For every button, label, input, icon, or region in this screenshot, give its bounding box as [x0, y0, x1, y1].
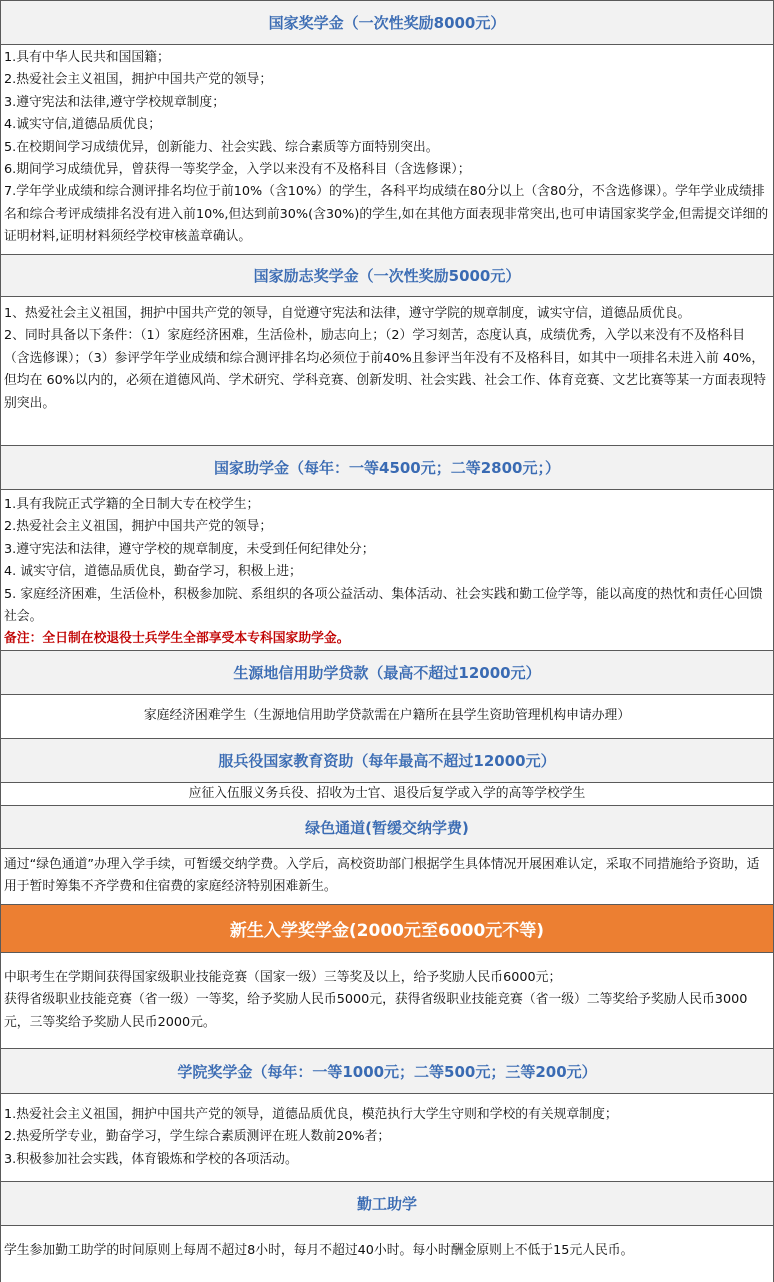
criteria-line: 学生参加勤工助学的时间原则上每周不超过8小时，每月不超过40小时。每小时酬金原则上不低于15元人民币。 — [4, 1243, 634, 1258]
criteria-line: 1.热爱社会主义祖国，拥护中国共产党的领导，道德品质优良，模范执行大学生守则和学校的有关规章制度； — [4, 1107, 618, 1122]
section-header-work-study — [1, 1181, 773, 1225]
section-header-student-loan — [1, 650, 773, 694]
section-header-inspirational-scholarship — [1, 254, 773, 296]
criteria-line: 7.学年学业成绩和综合测评排名均位于前10%（含10%）的学生，各科平均成绩在80分以上（含80分，不含选修课）。学年学业成绩排名和综合考评成绩排名没有进入前10%,但达到前30%(含30%)的学生,如在其他方面表现非常突出,也可申请国家奖学金,但需提交详细的证明材料,证明材料须经学校审核盖章确认。 — [4, 184, 769, 245]
criteria-line: 3.遵守宪法和法律，遵守学校的规章制度，未受到任何纪律处分； — [4, 541, 375, 557]
section-title: 国家奖学金（一次性奖励8000元） — [268, 14, 506, 32]
section-header-national-grant — [1, 445, 773, 489]
section-title: 学院奖学金（每年：一等1000元；二等500元；三等200元） — [177, 1062, 597, 1081]
section-title: 服兵役国家教育资助（每年最高不超过12000元） — [218, 752, 556, 770]
section-body-green-channel — [1, 848, 773, 904]
section-body-college-scholarship — [1, 1093, 773, 1181]
section-title: 新生入学奖学金(2000元至6000元不等) — [229, 921, 545, 941]
note-line: 备注：全日制在校退役士兵学生全部享受本专科国家助学金。 — [4, 631, 350, 647]
criteria-line: 5. 家庭经济困难，生活俭朴，积极参加院、系组织的各项公益活动、集体活动、社会实践和勤工俭学等，能以高度的热忱和责任心回馈社会。 — [4, 586, 763, 625]
section-title: 国家助学金（每年：一等4500元；二等2800元；） — [214, 459, 560, 477]
criteria-line: 1、热爱社会主义祖国，拥护中国共产党的领导，自觉遵守宪法和法律，遵守学院的规章制度，诚实守信，道德品质优良。 — [4, 306, 691, 321]
section-title: 生源地信用助学贷款（最高不超过12000元） — [233, 664, 541, 682]
criteria-line: 2、同时具备以下条件：（1）家庭经济困难，生活俭朴，励志向上；（2）学习刻苦，态度认真，成绩优秀，入学以来没有不及格科目（含选修课）；（3）参评学年学业成绩和综合测评排名均必须位于前40%且参评当年没有不及格科目，如其中一项排名未进入前 40%，但均在 60%以内的，必须在道德风尚、学术研究、学科竞赛、创新发明、社会实践、社会工作、体育竞赛、文艺比赛等某一方面表现特别突出。 — [4, 328, 766, 411]
criteria-line: 3.积极参加社会实践，体育锻炼和学校的各项活动。 — [4, 1151, 298, 1167]
section-header-military-aid — [1, 738, 773, 782]
criteria-line: 5.在校期间学习成绩优异，创新能力、社会实践、综合素质等方面特别突出。 — [4, 139, 439, 155]
section-body-work-study — [1, 1225, 773, 1282]
section-title: 国家励志奖学金（一次性奖励5000元） — [253, 267, 521, 285]
criteria-line: 获得省级职业技能竞赛（省一级）一等奖，给予奖励人民币5000元，获得省级职业技能竞赛（省一级）二等奖给予奖励人民币3000元，三等奖给予奖励人民币2000元。 — [4, 992, 748, 1030]
criteria-line: 中职考生在学期间获得国家级职业技能竞赛（国家一级）三等奖及以上，给予奖励人民币6000元； — [4, 970, 562, 985]
criteria-line: 应征入伍服义务兵役、招收为士官、退役后复学或入学的高等学校学生 — [188, 785, 586, 801]
section-header-national-scholarship — [1, 0, 773, 44]
criteria-line: 1.具有中华人民共和国国籍； — [4, 50, 170, 65]
section-header-green-channel — [1, 805, 773, 848]
criteria-line: 6.期间学习成绩优异，曾获得一等奖学金，入学以来没有不及格科目（含选修课）； — [4, 162, 471, 178]
section-title: 勤工助学 — [356, 1195, 417, 1213]
criteria-line: 通过“绿色通道”办理入学手续，可暂缓交纳学费。入学后，高校资助部门根据学生具体情况开展困难认定，采取不同措施给予资助，适用于暂时筹集不齐学费和住宿费的家庭经济特别困难新生。 — [4, 857, 760, 895]
criteria-line: 2.热爱社会主义祖国，拥护中国共产党的领导； — [4, 72, 273, 88]
criteria-line: 3.遵守宪法和法律,遵守学校规章制度； — [4, 94, 226, 110]
section-header-freshman-scholarship — [1, 904, 773, 952]
section-body-inspirational-scholarship — [1, 296, 773, 445]
criteria-line: 家庭经济困难学生（生源地信用助学贷款需在户籍所在县学生资助管理机构申请办理） — [143, 708, 631, 724]
section-title: 绿色通道(暂缓交纳学费) — [305, 818, 469, 837]
section-body-freshman-scholarship — [1, 952, 773, 1048]
section-body-military-aid — [1, 782, 773, 805]
section-body-national-scholarship — [1, 44, 773, 254]
criteria-line: 2.热爱所学专业，勤奋学习，学生综合素质测评在班人数前20%者； — [4, 1129, 391, 1145]
section-body-national-grant — [1, 489, 773, 650]
criteria-line: 1.具有我院正式学籍的全日制大专在校学生； — [4, 497, 260, 512]
section-header-college-scholarship — [1, 1048, 773, 1093]
section-body-student-loan — [1, 694, 773, 738]
criteria-line: 4. 诚实守信，道德品质优良，勤奋学习，积极上进； — [4, 564, 302, 580]
criteria-line: 2.热爱社会主义祖国，拥护中国共产党的领导； — [4, 519, 273, 535]
criteria-line: 4.诚实守信,道德品质优良； — [4, 117, 162, 133]
